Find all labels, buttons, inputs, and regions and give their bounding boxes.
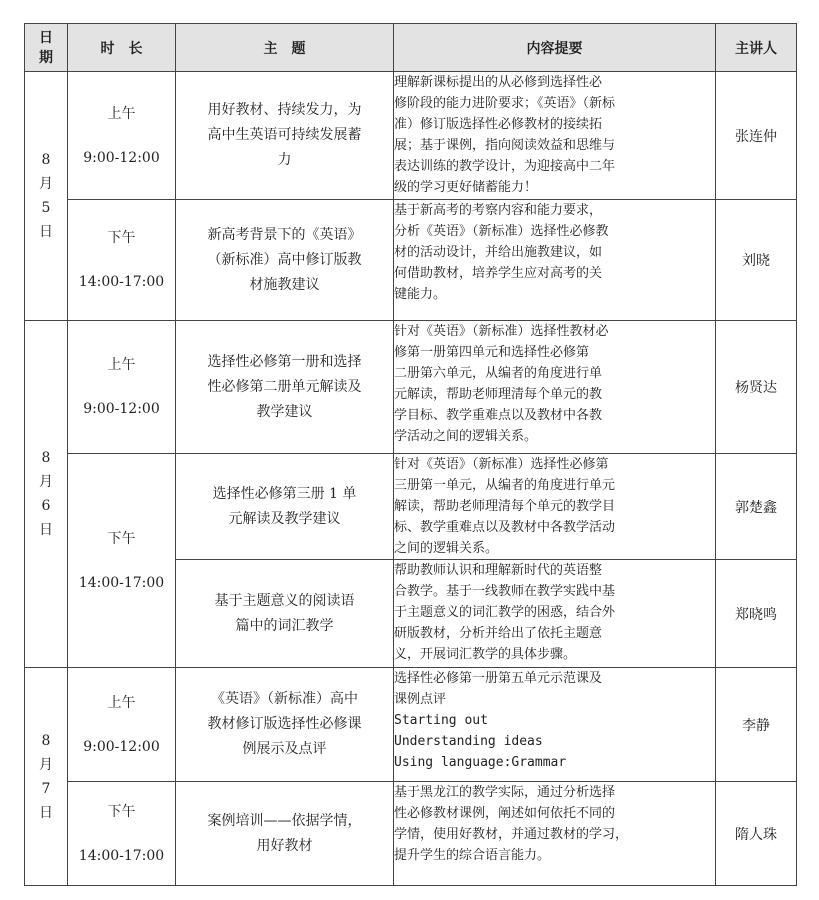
- content-line: 基于黑龙江的教学实际，通过分析选择: [394, 785, 616, 800]
- speaker-cell: 郭楚鑫: [716, 454, 797, 560]
- time-range: 14:00-17:00: [78, 847, 165, 864]
- date-line: 日: [39, 804, 53, 821]
- content-line: 学情，使用好教材，并通过教材的学习，: [394, 827, 629, 842]
- date-line: 8: [41, 152, 51, 168]
- content-line: 针对《英语》（新标准）选择性必修第: [394, 457, 609, 472]
- topic-line: 例展示及点评: [242, 741, 327, 757]
- topic-line: 力: [277, 152, 292, 168]
- content-cell: [394, 454, 716, 560]
- topic-cell: [176, 454, 394, 560]
- date-line: 7: [41, 780, 51, 797]
- topic-line: 选择性必修第一册和选择: [207, 353, 362, 370]
- speaker-cell: 隋人珠: [716, 782, 797, 886]
- time-range: 14:00-17:00: [78, 274, 165, 290]
- header-content: 内容提要: [394, 24, 716, 72]
- speaker-cell: 郑晓鸣: [716, 560, 797, 668]
- content-line: 何借助教材，培养学生应对高考的关: [394, 266, 603, 281]
- time-cell: [68, 782, 176, 886]
- content-cell: [394, 321, 716, 454]
- date-line: 日: [39, 522, 53, 538]
- content-line: 之间的逻辑关系。: [394, 541, 499, 556]
- topic-line: 选择性必修第三册 1 单: [212, 485, 357, 502]
- date-line: 6: [41, 498, 51, 514]
- topic-line: 用好教材、持续发力，为: [207, 102, 362, 118]
- topic-line: 新高考背景下的《英语》: [207, 226, 362, 243]
- speaker-cell: 李静: [716, 668, 797, 782]
- content-line: 于主题意义的词汇教学的困惑，结合外: [394, 605, 616, 620]
- content-line: 选择性必修第一册第五单元示范课及: [394, 671, 603, 686]
- content-line: 针对《英语》（新标准）选择性教材必: [394, 324, 609, 339]
- topic-line: 元解读及教学建议: [228, 510, 341, 527]
- time-cell: [68, 321, 176, 454]
- content-cell: [394, 200, 716, 321]
- time-range: 9:00-12:00: [83, 401, 160, 417]
- header-date: [25, 24, 68, 72]
- topic-cell: [176, 200, 394, 321]
- topic-cell: [176, 321, 394, 454]
- table-row: [25, 454, 797, 560]
- topic-line: 基于主题意义的阅读语: [214, 592, 355, 609]
- date-line: 日: [39, 224, 53, 240]
- table-row: [25, 668, 797, 782]
- content-line: Understanding ideas: [394, 734, 543, 749]
- period-label: 上午: [107, 357, 136, 373]
- table-row: [25, 321, 797, 454]
- content-line: 材的活动设计，并给出施教建议，如: [394, 245, 603, 260]
- content-cell: [394, 782, 716, 886]
- topic-line: 用好教材: [256, 837, 313, 854]
- topic-line: 性必修第二册单元解读及: [207, 378, 362, 395]
- speaker-cell: 杨贤达: [716, 321, 797, 454]
- content-line: 课例点评: [394, 692, 447, 707]
- topic-cell: [176, 668, 394, 782]
- header-duration: 时 长: [68, 24, 176, 72]
- topic-line: 高中生英语可持续发展蓄: [207, 127, 362, 143]
- header-row: [25, 24, 797, 72]
- content-line: 二册第六单元，从编者的角度进行单: [394, 366, 603, 381]
- topic-line: （新标准）高中修订版教: [207, 251, 362, 268]
- time-cell: [68, 200, 176, 321]
- content-line: 基于新高考的考察内容和能力要求，: [394, 203, 603, 218]
- content-line: 分析《英语》（新标准）选择性必修教: [394, 224, 609, 239]
- period-label: 下午: [107, 530, 136, 547]
- topic-line: 《英语》（新标准）高中: [211, 691, 358, 707]
- table-row: [25, 782, 797, 886]
- date-line: 月: [39, 756, 53, 773]
- content-line: Using language:Grammar: [394, 755, 567, 770]
- content-cell: [394, 668, 716, 782]
- content-line: 准）修订版选择性必修教材的接续拓: [394, 117, 603, 132]
- content-line: 理解新课标提出的从必修到选择性必: [394, 75, 603, 90]
- content-line: Starting out: [394, 713, 488, 728]
- content-line: 合教学。基于一线教师在教学实践中基: [394, 584, 616, 599]
- time-cell: [68, 72, 176, 200]
- content-line: 元解读，帮助老师理清每个单元的教: [394, 387, 603, 402]
- content-line: 三册第一单元，从编者的角度进行单元: [394, 478, 616, 493]
- time-range: 9:00-12:00: [83, 149, 160, 166]
- period-label: 下午: [107, 803, 136, 820]
- content-line: 标、教学重难点以及教材中各教学活动: [394, 520, 616, 535]
- content-cell: [394, 560, 716, 668]
- content-line: 键能力。: [394, 287, 447, 302]
- topic-line: 材施教建议: [249, 276, 320, 293]
- topic-line: 案例培训——依据学情，: [207, 812, 362, 829]
- content-line: 义，开展词汇教学的具体步骤。: [394, 647, 577, 662]
- content-line: 修第一册第四单元和选择性必修第: [394, 345, 590, 360]
- topic-cell: [176, 72, 394, 200]
- time-range: 14:00-17:00: [78, 574, 165, 591]
- header-speaker: 主讲人: [716, 24, 797, 72]
- content-line: 展；基于课例，指向阅读效益和思维与: [394, 138, 616, 153]
- content-line: 帮助教师认识和理解新时代的英语整: [394, 563, 603, 578]
- period-label: 上午: [107, 694, 136, 711]
- table-row: [25, 72, 797, 200]
- content-line: 研版教材，分析并给出了依托主题意: [394, 626, 603, 641]
- table-row: [25, 200, 797, 321]
- time-cell: [68, 454, 176, 668]
- content-line: 性必修教材课例，阐述如何依托不同的: [394, 806, 616, 821]
- period-label: 上午: [107, 105, 136, 122]
- date-line: 8: [41, 732, 51, 749]
- content-line: 级的学习更好储蓄能力！: [394, 180, 538, 195]
- date-cell: [25, 321, 68, 668]
- time-cell: [68, 668, 176, 782]
- time-range: 9:00-12:00: [83, 738, 160, 755]
- date-cell: [25, 72, 68, 321]
- topic-cell: [176, 560, 394, 668]
- content-cell: [394, 72, 716, 200]
- date-line: 月: [39, 474, 53, 490]
- speaker-cell: 刘晓: [716, 200, 797, 321]
- header-topic: 主 题: [176, 24, 394, 72]
- content-line: 修阶段的能力进阶要求；《英语》（新标: [394, 96, 616, 111]
- content-line: 学活动之间的逻辑关系。: [394, 429, 538, 444]
- date-line: 8: [41, 450, 51, 466]
- topic-line: 教材修订版选择性必修课: [207, 716, 362, 732]
- period-label: 下午: [107, 230, 136, 246]
- schedule-table: [24, 23, 797, 886]
- header-date-line: 期: [39, 49, 53, 66]
- topic-line: 篇中的词汇教学: [235, 617, 334, 634]
- date-line: 月: [39, 176, 53, 192]
- content-line: 表达训练的教学设计，为迎接高中二年: [394, 159, 616, 174]
- content-line: 提升学生的综合语言能力。: [394, 848, 551, 863]
- topic-cell: [176, 782, 394, 886]
- date-line: 5: [41, 200, 51, 216]
- speaker-cell: 张连仲: [716, 72, 797, 200]
- topic-line: 教学建议: [256, 403, 313, 420]
- header-date-line: 日: [39, 29, 53, 46]
- date-cell: [25, 668, 68, 886]
- content-line: 学目标、教学重难点以及教材中各教: [394, 408, 603, 423]
- content-line: 解读，帮助老师理清每个单元的教学目: [394, 499, 616, 514]
